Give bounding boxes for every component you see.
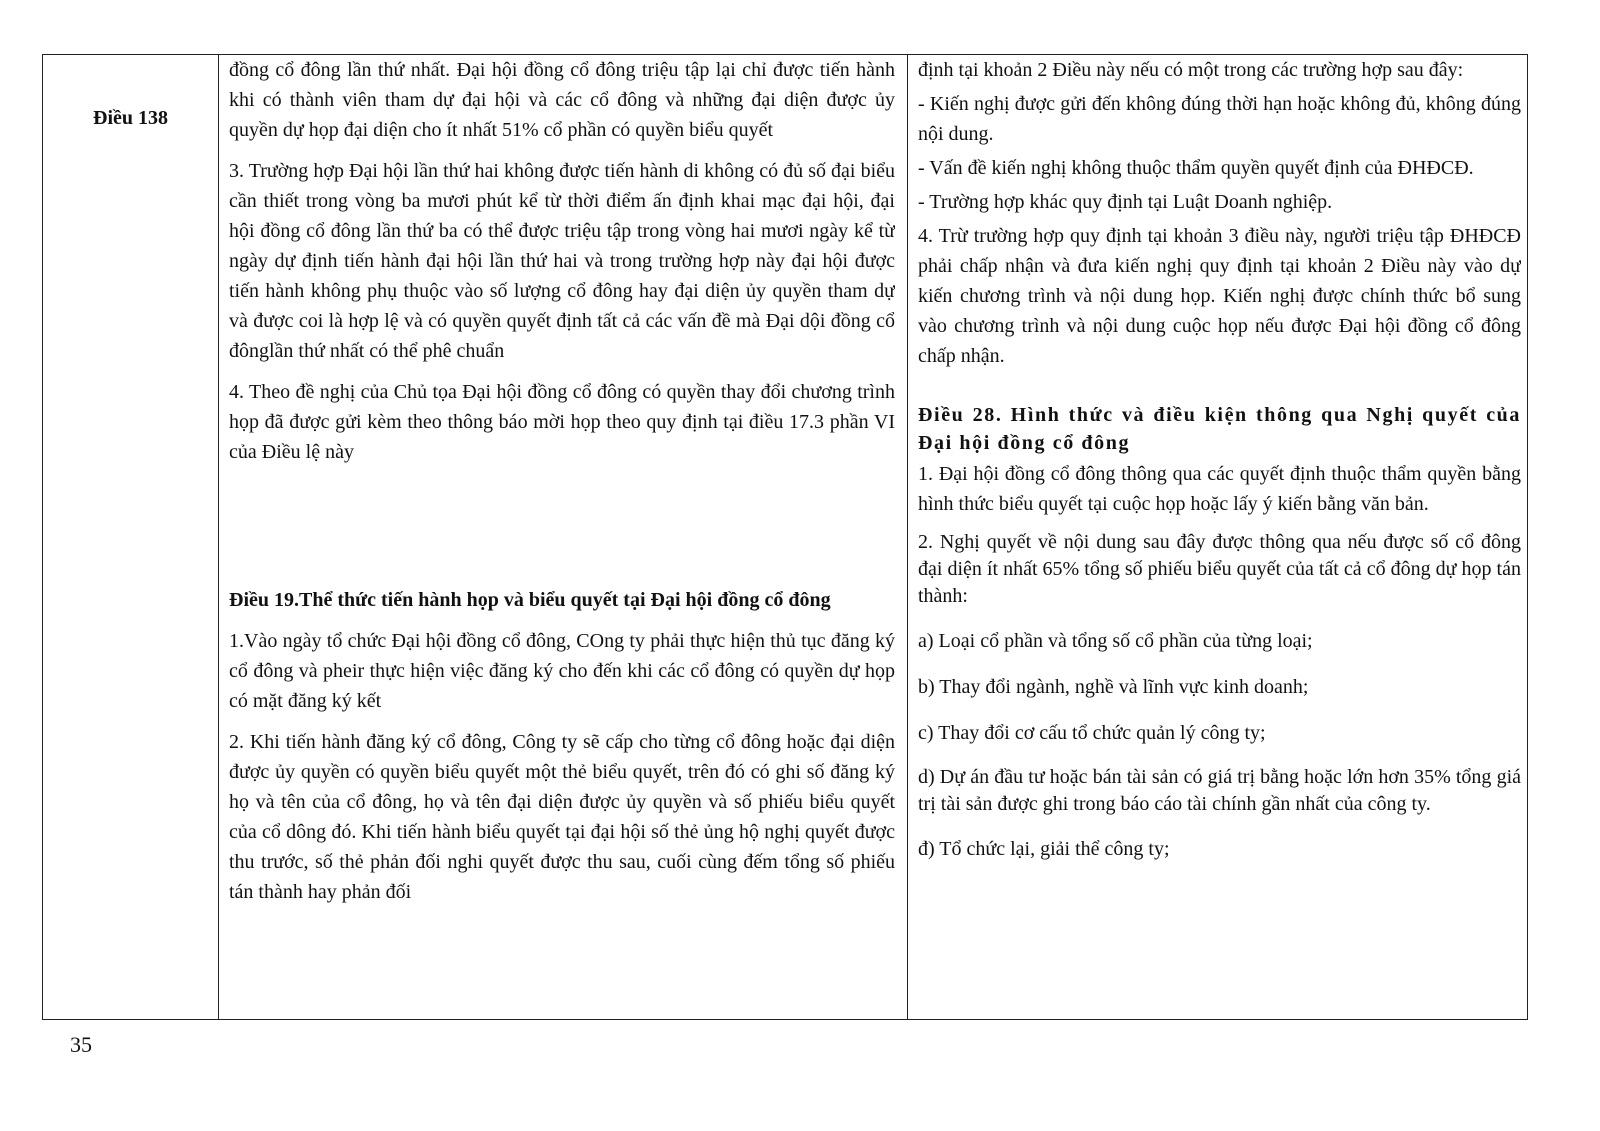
paragraph: - Vấn đề kiến nghị không thuộc thẩm quyền quyết định của ĐHĐCĐ. bbox=[918, 157, 1474, 179]
current-charter-column bbox=[229, 55, 895, 1019]
paragraph: 4. Theo đề nghị của Chủ tọa Đại hội đồng cổ đông có quyền thay đổi chương trình họp đã được gửi kèm theo thông báo mời họp theo quy định tại điều 17.3 phần VI của Điều lệ này bbox=[229, 381, 895, 463]
paragraph: 2. Khi tiến hành đăng ký cổ đông, Công ty sẽ cấp cho từng cổ đông hoặc đại diện được ủy quyền có quyền biểu quyết một thẻ biểu quyết, trên đó có ghi số đăng ký họ và tên của cổ đông, họ và tên đại diện được ủy quyền và số phiếu biểu quyết của cổ dông đó. Khi tiến hành biểu quyết tại đại hội số thẻ ủng hộ nghị quyết được thu trước, số thẻ phản đối nghi quyết được thu sau, cuối cùng đếm tổng số phiếu tán thành hay phản đối bbox=[229, 731, 895, 903]
column-divider bbox=[907, 55, 908, 1019]
paragraph: - Kiến nghị được gửi đến không đúng thời hạn hoặc không đủ, không đúng nội dung. bbox=[918, 93, 1521, 145]
article-label-column bbox=[43, 55, 218, 1019]
column-divider bbox=[218, 55, 219, 1019]
paragraph: 3. Trường hợp Đại hội lần thứ hai không được tiến hành di không có đủ số đại biểu cần thiết trong vòng ba mươi phút kể từ thời điểm ấn định khai mạc đại hội, đại hội đồng cổ đông lần thứ ba có thể được triệu tập trong vòng hai mươi ngày kể từ ngày dự định tiến hành đại hội lần thứ hai và trong trường hợp này đại hội được tiến hành không phụ thuộc vào số lượng cổ đông hay đại diện ủy quyền tham dự và được coi là hợp lệ và có quyền quyết định tất cả các vấn đề mà Đại dội đồng cổ đônglần thứ nhất có thể phê chuẩn bbox=[229, 160, 895, 362]
paragraph: định tại khoản 2 Điều này nếu có một trong các trường hợp sau đây: bbox=[918, 59, 1464, 81]
paragraph: 4. Trừ trường hợp quy định tại khoản 3 điều này, người triệu tập ĐHĐCĐ phải chấp nhận và đưa kiến nghị quy định tại khoản 2 Điều này vào dự kiến chương trình và nội dung họp. Kiến nghị được chính thức bổ sung vào chương trình và nội dung cuộc họp nếu được Đại hội đồng cổ đông chấp nhận. bbox=[918, 225, 1521, 367]
list-item: đ) Tổ chức lại, giải thể công ty; bbox=[918, 838, 1170, 860]
paragraph: 1. Đại hội đồng cổ đông thông qua các quyết định thuộc thẩm quyền bằng hình thức biểu quyết tại cuộc họp hoặc lấy ý kiến bằng văn bản. bbox=[918, 463, 1521, 515]
paragraph: 1.Vào ngày tổ chức Đại hội đồng cổ đông, COng ty phải thực hiện thủ tục đăng ký cổ đông và pheir thực hiện việc đăng ký cho đến khi các cổ đông có quyền dự họp có mặt đăng ký kết bbox=[229, 630, 895, 712]
section-heading: Điều 28. Hình thức và điều kiện thông qua Nghị quyết của Đại hội đồng cổ đông bbox=[918, 404, 1521, 454]
page-number: 35 bbox=[70, 1032, 92, 1057]
section-heading: Điều 19.Thể thức tiến hành họp và biểu quyết tại Đại hội đồng cổ đông bbox=[229, 589, 831, 611]
comparison-table bbox=[42, 54, 1528, 1020]
list-item: b) Thay đổi ngành, nghề và lĩnh vực kinh doanh; bbox=[918, 676, 1309, 698]
list-item: c) Thay đổi cơ cấu tổ chức quản lý công ty; bbox=[918, 722, 1266, 744]
paragraph: 2. Nghị quyết về nội dung sau đây được thông qua nếu được số cổ đông đại diện ít nhất 65% tổng số phiếu biểu quyết của tất cả cổ đông dự họp tán thành: bbox=[918, 531, 1521, 607]
proposed-charter-column bbox=[918, 55, 1521, 1019]
list-item: d) Dự án đầu tư hoặc bán tài sản có giá trị bằng hoặc lớn hơn 35% tổng giá trị tài sản được ghi trong báo cáo tài chính gần nhất của công ty. bbox=[918, 766, 1521, 815]
paragraph: đồng cổ đông lần thứ nhất. Đại hội đồng cổ đông triệu tập lại chỉ được tiến hành khi có thành viên tham dự đại hội và các cổ đông và những đại diện được ủy quyền dự họp đại diện cho ít nhất 51% cổ phần có quyền biểu quyết bbox=[229, 59, 895, 141]
list-item: a) Loại cổ phần và tổng số cổ phần của từng loại; bbox=[918, 630, 1313, 652]
paragraph: - Trường hợp khác quy định tại Luật Doanh nghiệp. bbox=[918, 191, 1333, 213]
article-label: Điều 138 bbox=[93, 107, 168, 129]
